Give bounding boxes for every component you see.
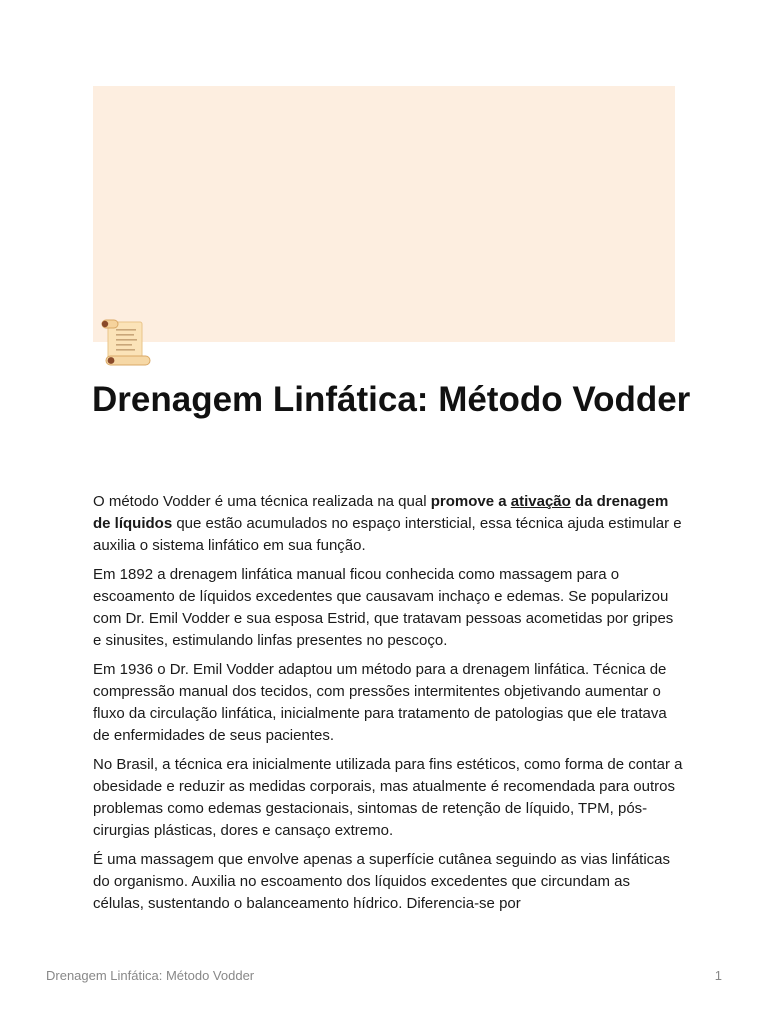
paragraph-text: Em 1936 o Dr. Emil Vodder adaptou um método para a drenagem linfática. Técnica de compressão manual dos tecidos, com pressões intermitentes objetivando aumentar o fluxo da circulação linfática, inicialmente para tratamento de patologias que ele tratava de enfermidades de seus pacientes.: [93, 661, 667, 744]
paragraph-text: promove a: [430, 493, 511, 510]
paragraph: [93, 659, 683, 747]
paragraph: [93, 754, 683, 842]
footer-page-number: 1: [714, 968, 722, 983]
document-body: [93, 491, 683, 922]
footer-title: Drenagem Linfática: Método Vodder: [46, 968, 255, 983]
paragraph: [93, 849, 683, 915]
paragraph: [93, 491, 683, 557]
paragraph-text: ativação: [510, 493, 571, 510]
page-title: Drenagem Linfática: Método Vodder: [92, 380, 691, 419]
cover-image: [93, 86, 675, 342]
scroll-icon: [96, 316, 154, 368]
paragraph: [93, 564, 683, 652]
paragraph-text: No Brasil, a técnica era inicialmente utilizada para fins estéticos, como forma de contar a obesidade e reduzir as medidas corporais, mas atualmente é recomendada para outros problemas como edemas gestacionais, sintomas de retenção de líquido, TPM, pós-cirurgias plásticas, dores e cansaço extremo.: [93, 756, 683, 839]
paragraph-text: que estão acumulados no espaço intersticial, essa técnica ajuda estimular e auxilia o sistema linfático em sua função.: [93, 515, 682, 554]
paragraph-text: Em 1892 a drenagem linfática manual ficou conhecida como massagem para o escoamento de líquidos excedentes que causavam inchaço e edemas. Se popularizou com Dr. Emil Vodder e sua esposa Estrid, que tratavam pessoas acometidas por gripes e sinusites, estimulando linfas presentes no pescoço.: [93, 566, 674, 649]
paragraph-text: É uma massagem que envolve apenas a superfície cutânea seguindo as vias linfáticas do organismo. Auxilia no escoamento dos líquidos excedentes que circundam as células, sustentando o balanceamento hídrico. Diferencia-se por: [93, 851, 671, 912]
paragraph-text: da drenagem de líquidos: [93, 493, 669, 532]
paragraph-text: O método Vodder é uma técnica realizada na qual: [93, 493, 431, 510]
